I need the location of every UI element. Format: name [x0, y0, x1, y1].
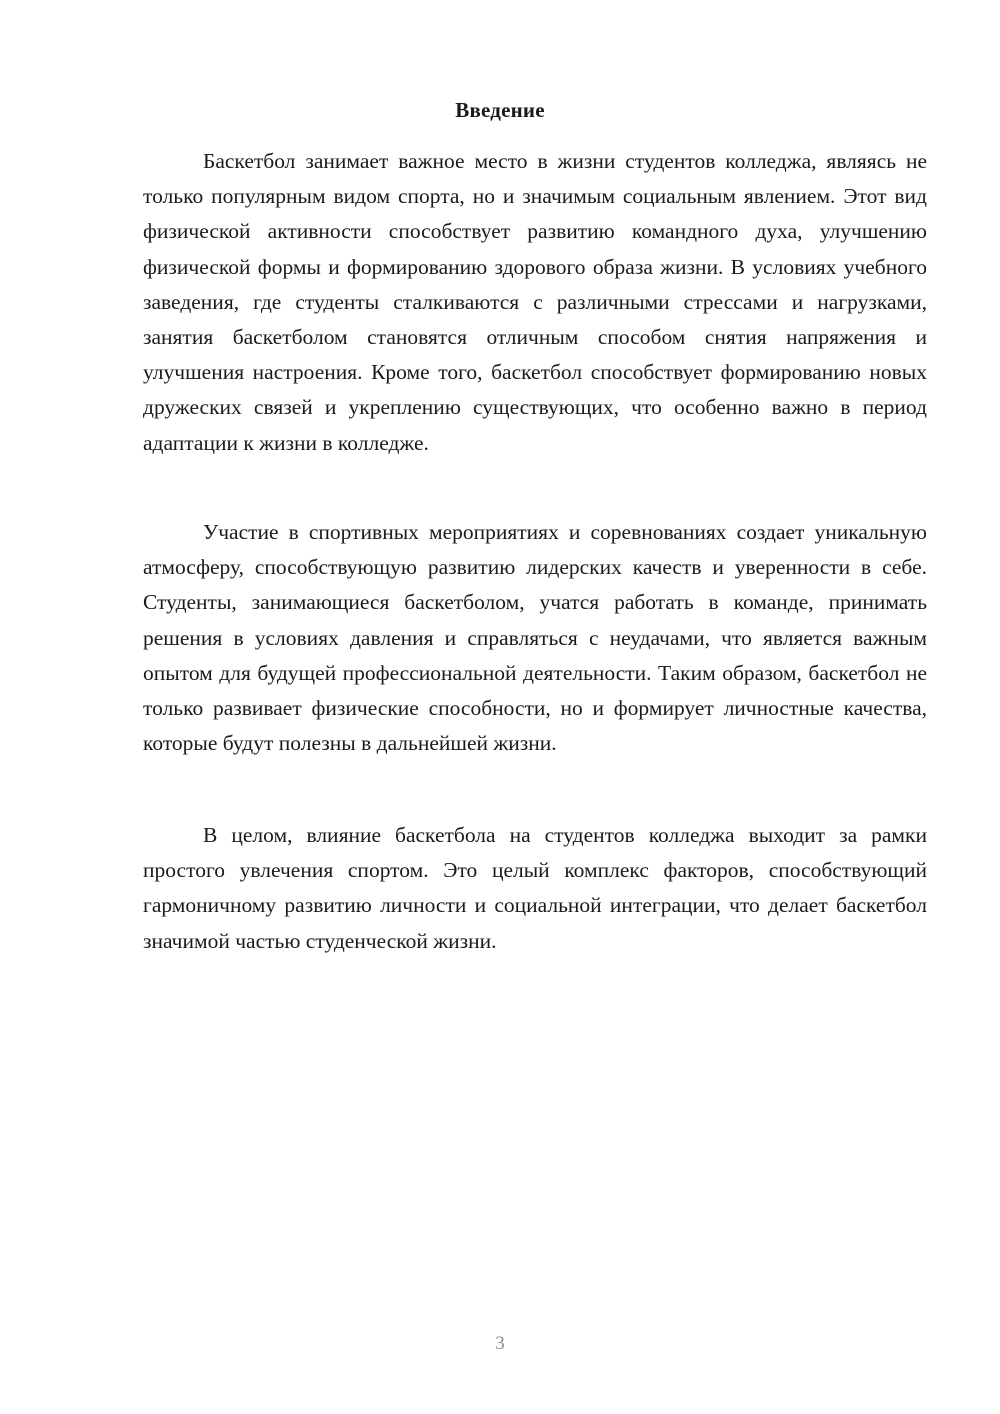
page-number: 3 [495, 1333, 505, 1354]
paragraph-1: Баскетбол занимает важное место в жизни студентов колледжа, являясь не только популярным видом спорта, но и значимым социальным явлением. Этот вид физической активности способствует развитию командного духа, улучшению физической формы и формированию здорового образа жизни. В условиях учебного заведения, где студенты сталкиваются с различными стрессами и нагрузками, занятия баскетболом становятся отличным способом снятия напряжения и улучшения настроения. Кроме того, баскетбол способствует формированию новых дружеских связей и укреплению существующих, что особенно важно в период адаптации к жизни в колледже. [143, 149, 927, 455]
section-heading: Введение [455, 98, 545, 122]
paragraph-2: Участие в спортивных мероприятиях и соревнованиях создает уникальную атмосферу, способствующую развитию лидерских качеств и уверенности в себе. Студенты, занимающиеся баскетболом, учатся работать в команде, принимать решения в условиях давления и справляться с неудачами, что является важным опытом для будущей профессиональной деятельности. Таким образом, баскетбол не только развивает физические способности, но и формирует личностные качества, которые будут полезны в дальнейшей жизни. [143, 520, 927, 756]
paragraph-3: В целом, влияние баскетбола на студентов колледжа выходит за рамки простого увлечения спортом. Это целый комплекс факторов, способствующий гармоничному развитию личности и социальной интеграции, что делает баскетбол значимой частью студенческой жизни. [143, 823, 927, 953]
